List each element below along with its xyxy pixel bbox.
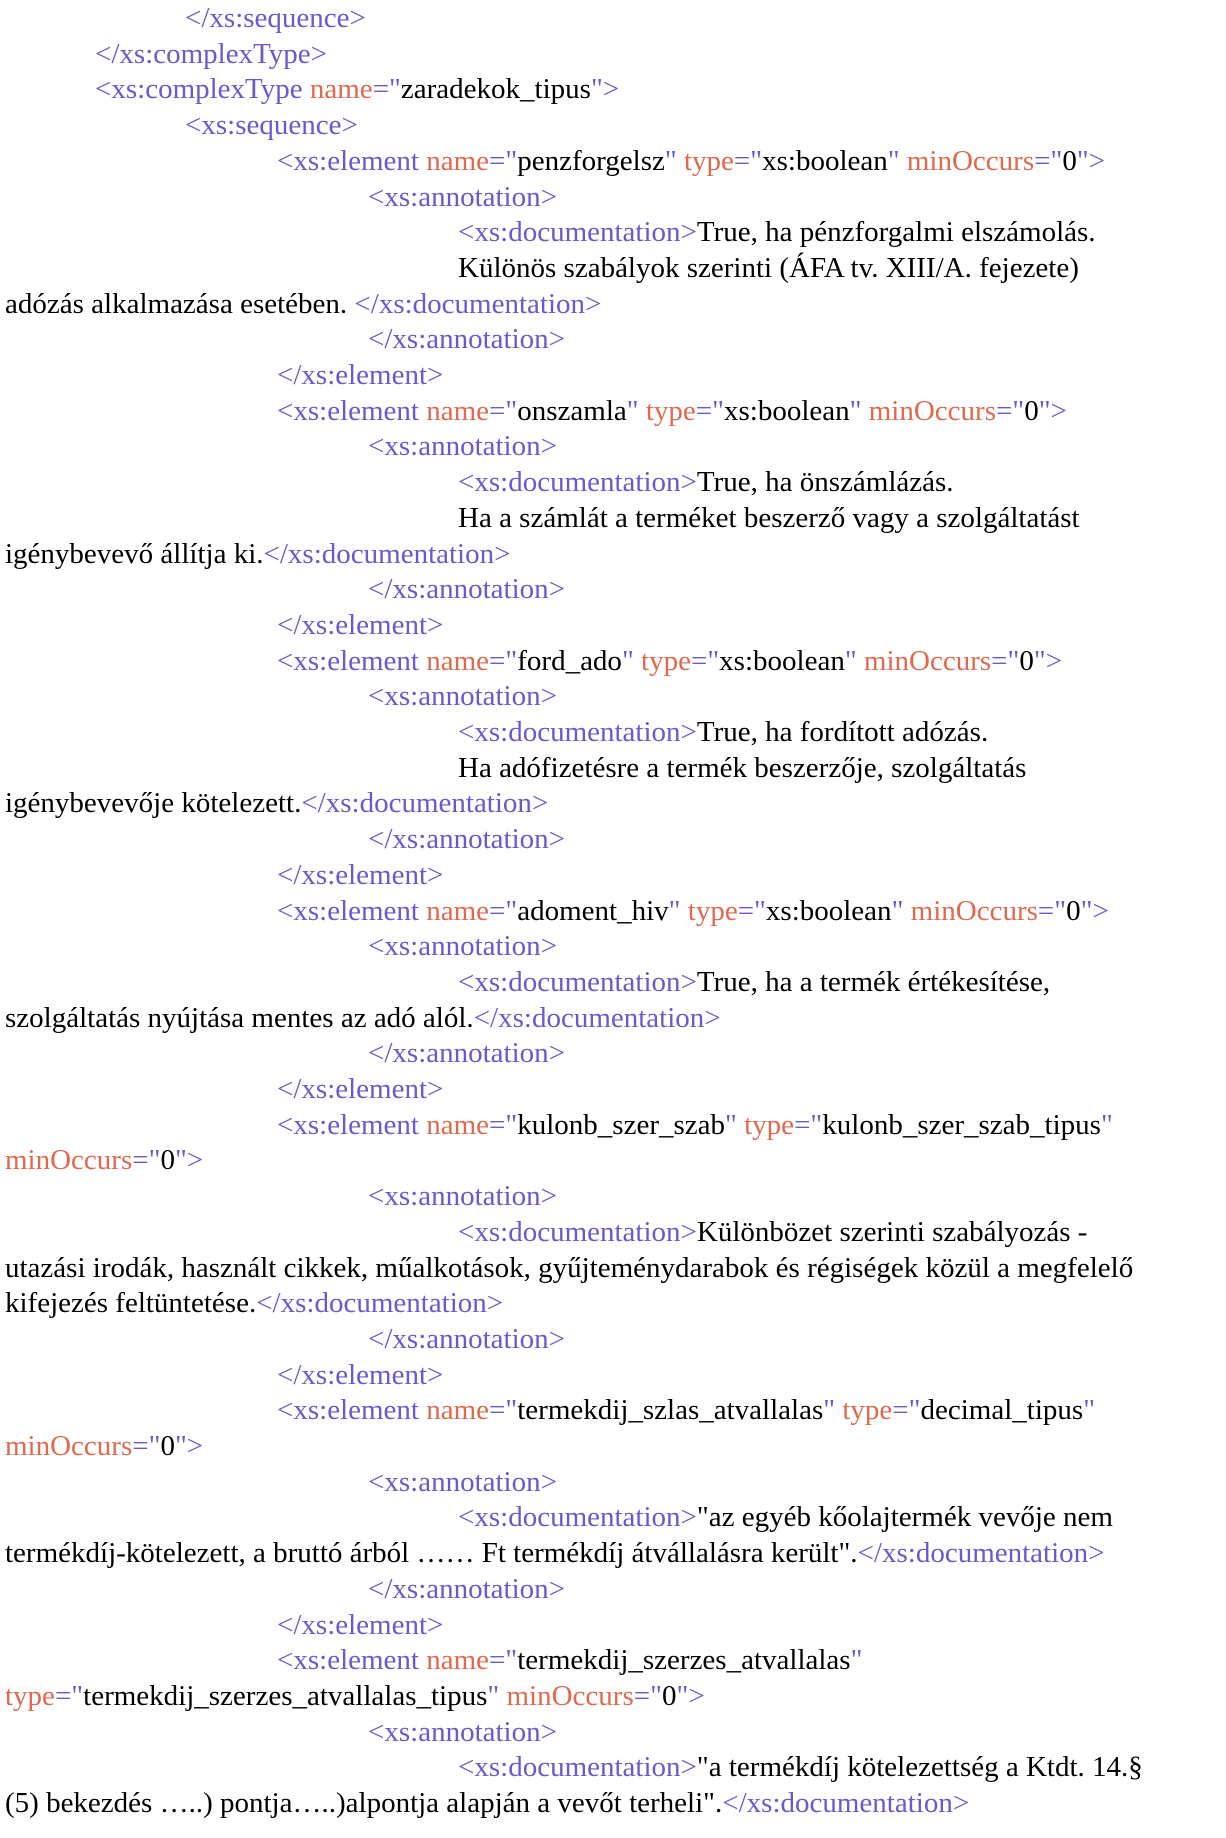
xml-tag: </xs:documentation> bbox=[301, 787, 549, 820]
xml-attribute-name: type bbox=[687, 894, 738, 927]
xml-text: 0 bbox=[1062, 144, 1077, 177]
code-line bbox=[95, 36, 327, 72]
xml-tag: </xs:annotation> bbox=[368, 323, 566, 356]
xml-text: 0 bbox=[1066, 894, 1081, 927]
code-line bbox=[277, 1071, 443, 1107]
xml-attribute-name: name bbox=[426, 644, 490, 677]
xml-tag: </xs:element> bbox=[277, 359, 444, 391]
xml-text: kulonb_szer_szab_tipus bbox=[822, 1108, 1101, 1141]
xml-text: "a termékdíj kötelezettség a Ktdt. 14.§ bbox=[696, 1751, 1143, 1784]
xml-tag: </xs:complexType> bbox=[95, 37, 328, 70]
xml-text: adózás alkalmazása esetében. bbox=[5, 287, 355, 320]
code-line bbox=[458, 964, 1050, 1000]
xml-tag: "> bbox=[174, 1144, 204, 1177]
xml-tag: "> bbox=[676, 1679, 705, 1712]
xml-tag: =" bbox=[489, 1644, 518, 1677]
xml-text: "az egyéb kőolajtermék vevője nem bbox=[696, 1501, 1113, 1534]
xml-text: onszamla bbox=[517, 394, 627, 427]
code-line bbox=[5, 785, 548, 821]
xml-tag: </xs:documentation> bbox=[354, 287, 602, 320]
xml-tag: " bbox=[823, 1394, 843, 1427]
xml-text: 0 bbox=[661, 1679, 677, 1712]
xml-tag: </xs:annotation> bbox=[368, 573, 566, 606]
xml-text: szolgáltatás nyújtása mentes az adó alól. bbox=[5, 1001, 474, 1034]
xml-text: True, ha önszámlázás. bbox=[696, 466, 954, 499]
xml-attribute-name: minOccurs bbox=[506, 1679, 634, 1712]
xml-tag: " bbox=[668, 894, 688, 927]
xml-attribute-name: type bbox=[842, 1394, 893, 1427]
xml-attribute-name: minOccurs bbox=[910, 894, 1038, 927]
xml-tag: <xs:annotation> bbox=[368, 180, 557, 213]
xml-tag: =" bbox=[1037, 894, 1067, 927]
xml-tag: </xs:element> bbox=[277, 608, 444, 641]
xml-attribute-name: name bbox=[426, 144, 490, 177]
xml-attribute-name: minOccurs bbox=[5, 1144, 133, 1177]
xml-attribute-name: name bbox=[426, 1108, 490, 1141]
code-line bbox=[458, 1214, 1087, 1250]
xml-tag: =" bbox=[695, 394, 724, 427]
xml-text: termekdij_szlas_atvallalas bbox=[517, 1394, 824, 1427]
code-line bbox=[368, 821, 565, 857]
code-line bbox=[277, 893, 1109, 929]
xml-tag: " bbox=[887, 144, 907, 177]
xml-tag: "> bbox=[1076, 144, 1106, 177]
code-line bbox=[5, 1000, 721, 1036]
xml-tag: "> bbox=[174, 1430, 204, 1462]
xml-attribute-name: minOccurs bbox=[868, 394, 996, 427]
xml-tag: =" bbox=[733, 144, 763, 177]
xml-tag: "> bbox=[1033, 644, 1063, 677]
code-line bbox=[368, 928, 557, 964]
code-line bbox=[5, 1285, 503, 1321]
code-line bbox=[5, 1678, 705, 1714]
xml-tag: <xs:documentation> bbox=[458, 1751, 697, 1784]
xml-tag: </xs:sequence> bbox=[185, 2, 366, 34]
xml-tag: </xs:element> bbox=[277, 1608, 444, 1641]
xml-tag: </xs:documentation> bbox=[857, 1537, 1105, 1570]
xml-tag: " bbox=[1083, 1394, 1096, 1427]
xml-text: Ha adófizetésre a termék beszerzője, szolgáltatás bbox=[458, 751, 1027, 784]
xml-tag: <xs:element bbox=[277, 1108, 427, 1141]
xml-tag: =" bbox=[1034, 144, 1063, 177]
xml-tag: <xs:documentation> bbox=[458, 1215, 697, 1248]
xml-tag: =" bbox=[633, 1679, 662, 1712]
xml-tag: <xs:documentation> bbox=[458, 216, 697, 249]
xml-attribute-name: name bbox=[426, 1644, 490, 1677]
xml-tag: =" bbox=[54, 1679, 84, 1712]
xml-tag: <xs:annotation> bbox=[368, 680, 557, 713]
code-line bbox=[277, 857, 443, 893]
xml-tag: " bbox=[621, 644, 642, 677]
code-line bbox=[458, 214, 1096, 250]
xml-tag: "> bbox=[590, 73, 620, 106]
xml-text: xs:boolean bbox=[719, 644, 845, 677]
xml-text: zaradekok_tipus bbox=[400, 73, 591, 106]
xml-tag: =" bbox=[996, 394, 1025, 427]
xml-tag: =" bbox=[737, 894, 766, 927]
code-line bbox=[458, 500, 1080, 536]
xml-tag: </xs:documentation> bbox=[256, 1287, 504, 1320]
xml-text: igénybevevője kötelezett. bbox=[5, 787, 302, 820]
xml-text: Különbözet szerinti szabályozás - bbox=[696, 1215, 1088, 1248]
code-line bbox=[368, 1321, 565, 1357]
xml-text: True, ha fordított adózás. bbox=[696, 716, 989, 748]
code-line bbox=[368, 1464, 557, 1500]
xml-tag: </xs:documentation> bbox=[722, 1787, 970, 1819]
code-line bbox=[5, 536, 510, 572]
xml-tag: =" bbox=[132, 1144, 161, 1177]
xml-text: adoment_hiv bbox=[517, 894, 669, 927]
xml-tag: </xs:element> bbox=[277, 1073, 444, 1105]
xml-tag: <xs:annotation> bbox=[368, 430, 557, 463]
xml-tag: =" bbox=[489, 144, 518, 177]
code-line bbox=[368, 321, 565, 357]
xml-tag: </xs:element> bbox=[277, 1358, 444, 1391]
xml-tag: =" bbox=[489, 894, 518, 927]
code-line bbox=[368, 1571, 565, 1607]
xml-attribute-name: type bbox=[641, 644, 691, 677]
code-line bbox=[185, 107, 358, 143]
xml-text: termekdij_szerzes_atvallalas_tipus bbox=[83, 1679, 488, 1712]
xml-tag: <xs:element bbox=[277, 394, 427, 427]
xml-tag: <xs:sequence> bbox=[185, 109, 358, 142]
xml-tag: " bbox=[664, 144, 684, 177]
code-line bbox=[277, 357, 443, 393]
code-line bbox=[277, 1642, 862, 1678]
xml-attribute-name: name bbox=[426, 894, 490, 927]
code-line bbox=[185, 0, 366, 36]
xml-tag: "> bbox=[1080, 894, 1109, 927]
xml-attribute-name: minOccurs bbox=[906, 144, 1035, 177]
xml-attribute-name: type bbox=[744, 1108, 795, 1141]
xml-tag: =" bbox=[991, 644, 1020, 677]
xml-tag: <xs:annotation> bbox=[368, 930, 557, 963]
code-line bbox=[277, 1392, 1095, 1428]
xml-tag: =" bbox=[489, 1394, 518, 1427]
code-line bbox=[277, 1607, 443, 1643]
xml-text: xs:boolean bbox=[762, 144, 888, 177]
xml-attribute-name: type bbox=[5, 1679, 55, 1712]
code-line bbox=[277, 143, 1105, 179]
xml-tag: <xs:documentation> bbox=[458, 716, 697, 748]
code-line bbox=[368, 678, 557, 714]
xml-text: (5) bekezdés …..) pontja…..)alpontja alapján a vevőt terheli". bbox=[5, 1787, 723, 1819]
code-line bbox=[458, 714, 988, 750]
xml-tag: =" bbox=[489, 394, 518, 427]
xml-tag: =" bbox=[372, 73, 401, 106]
xml-attribute-name: name bbox=[426, 1394, 490, 1427]
xml-text: 0 bbox=[1019, 644, 1034, 677]
xml-tag: " bbox=[850, 1644, 863, 1677]
xml-tag: </xs:documentation> bbox=[473, 1001, 721, 1034]
xml-text: termekdij_szerzes_atvallalas bbox=[517, 1644, 851, 1677]
xml-tag: </xs:annotation> bbox=[368, 1322, 566, 1355]
xml-tag: <xs:documentation> bbox=[458, 1501, 697, 1534]
xml-tag: "> bbox=[1038, 394, 1067, 427]
xml-attribute-name: minOccurs bbox=[5, 1430, 133, 1462]
xml-attribute-name: minOccurs bbox=[863, 644, 992, 677]
xml-attribute-name: name bbox=[426, 394, 490, 427]
xml-tag: </xs:element> bbox=[277, 858, 444, 891]
code-line bbox=[277, 1107, 1113, 1143]
code-line bbox=[458, 750, 1026, 786]
xml-text: True, ha a termék értékesítése, bbox=[696, 965, 1051, 998]
xml-tag: =" bbox=[794, 1108, 823, 1141]
xml-tag: " bbox=[1100, 1108, 1113, 1141]
xml-tag: <xs:element bbox=[277, 1644, 427, 1677]
xml-tag: <xs:complexType bbox=[95, 73, 310, 106]
xml-tag: " bbox=[487, 1679, 507, 1712]
code-line bbox=[5, 286, 601, 322]
xml-tag: </xs:annotation> bbox=[368, 1037, 566, 1070]
xml-tag: " bbox=[891, 894, 911, 927]
xml-text: 0 bbox=[160, 1144, 175, 1177]
xml-text: 0 bbox=[1024, 394, 1039, 427]
xml-tag: <xs:element bbox=[277, 644, 427, 677]
xml-tag: =" bbox=[690, 644, 720, 677]
code-line bbox=[368, 179, 557, 215]
xml-tag: </xs:annotation> bbox=[368, 823, 566, 856]
xml-text: 0 bbox=[160, 1430, 175, 1462]
code-line bbox=[368, 428, 557, 464]
code-line bbox=[458, 464, 954, 500]
xml-tag: <xs:element bbox=[277, 1394, 427, 1427]
code-line bbox=[368, 1178, 557, 1214]
xml-tag: =" bbox=[489, 1108, 518, 1141]
xml-tag: =" bbox=[489, 644, 518, 677]
xml-tag: </xs:documentation> bbox=[263, 537, 511, 570]
xml-text: termékdíj-kötelezett, a bruttó árból …… Ft termékdíj átvállalásra került". bbox=[5, 1537, 858, 1570]
xml-text: utazási irodák, használt cikkek, műalkotások, gyűjteménydarabok és régiségek közül a megfelelő bbox=[5, 1251, 1134, 1284]
code-line bbox=[277, 643, 1062, 679]
xml-attribute-name: type bbox=[645, 394, 696, 427]
xml-text: decimal_tipus bbox=[920, 1394, 1084, 1427]
xml-text: kifejezés feltüntetése. bbox=[5, 1287, 257, 1320]
xml-tag: <xs:annotation> bbox=[368, 1715, 557, 1748]
xml-tag: <xs:annotation> bbox=[368, 1180, 557, 1213]
code-line bbox=[368, 1035, 565, 1071]
xml-attribute-name: type bbox=[683, 144, 734, 177]
code-line bbox=[5, 1428, 203, 1464]
xml-tag: <xs:element bbox=[277, 894, 427, 927]
code-line bbox=[277, 607, 443, 643]
xml-tag: =" bbox=[892, 1394, 921, 1427]
xml-text: xs:boolean bbox=[724, 394, 850, 427]
code-line bbox=[5, 1535, 1105, 1571]
xml-tag: " bbox=[849, 394, 869, 427]
code-line bbox=[458, 1749, 1143, 1785]
xml-text: xs:boolean bbox=[765, 894, 892, 927]
xml-tag: <xs:element bbox=[277, 144, 427, 177]
code-line bbox=[5, 1142, 203, 1178]
xml-tag: <xs:documentation> bbox=[458, 466, 697, 499]
xml-tag: " bbox=[844, 644, 864, 677]
xml-tag: <xs:documentation> bbox=[458, 965, 697, 998]
xml-text: ford_ado bbox=[517, 644, 622, 677]
xml-tag: " bbox=[725, 1108, 745, 1141]
code-line bbox=[368, 571, 565, 607]
xml-text: igénybevevő állítja ki. bbox=[5, 537, 264, 570]
xml-attribute-name: name bbox=[309, 73, 373, 106]
xml-tag: =" bbox=[132, 1430, 161, 1462]
xml-tag: " bbox=[626, 394, 646, 427]
xml-tag: </xs:annotation> bbox=[368, 1572, 566, 1605]
code-line bbox=[277, 1357, 443, 1393]
code-line bbox=[368, 1714, 557, 1750]
xml-text: Különös szabályok szerinti (ÁFA tv. XIII/A. fejezete) bbox=[458, 251, 1079, 284]
code-line bbox=[277, 393, 1067, 429]
xml-tag: <xs:annotation> bbox=[368, 1465, 557, 1498]
code-line bbox=[458, 1499, 1113, 1535]
code-line bbox=[5, 1250, 1133, 1286]
code-line bbox=[5, 1785, 969, 1821]
xml-text: kulonb_szer_szab bbox=[517, 1108, 726, 1141]
code-line bbox=[95, 71, 619, 107]
xml-text: Ha a számlát a terméket beszerző vagy a szolgáltatást bbox=[458, 501, 1080, 534]
xml-text: penzforgelsz bbox=[517, 144, 665, 177]
xml-text: True, ha pénzforgalmi elszámolás. bbox=[696, 216, 1096, 249]
code-line bbox=[458, 250, 1079, 286]
